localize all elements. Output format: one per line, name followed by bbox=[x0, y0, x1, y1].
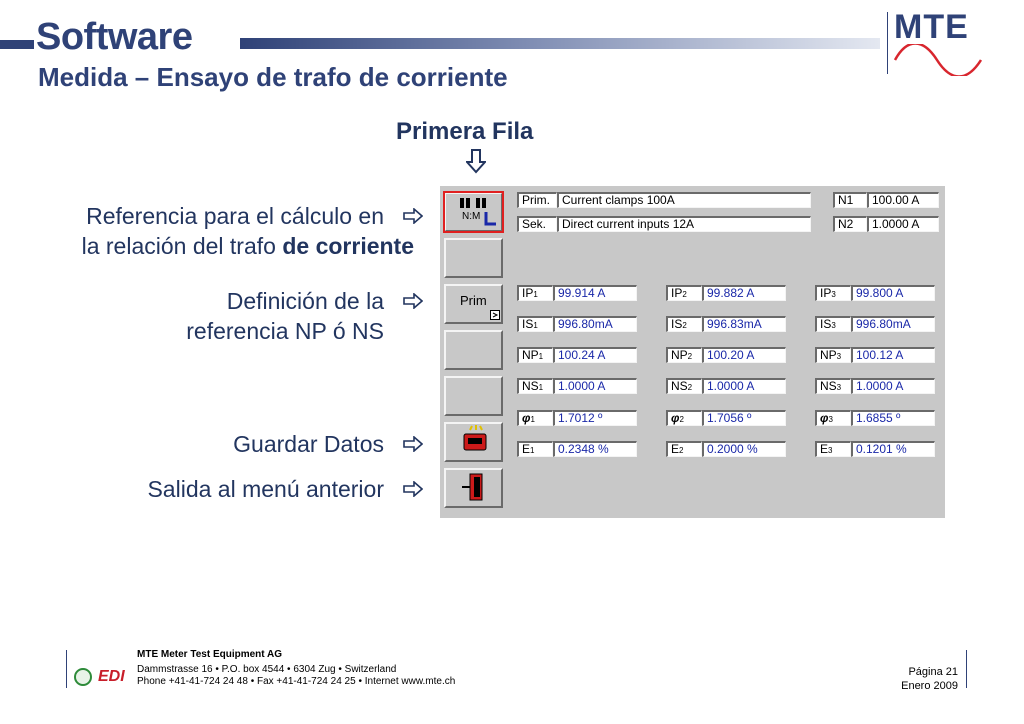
sek-label-cell: Sek. bbox=[517, 216, 557, 232]
measure-value-cell: 0.1201 % bbox=[851, 441, 935, 457]
measure-subscript: 1 bbox=[538, 352, 544, 361]
logo-divider bbox=[887, 12, 888, 74]
measure-value-cell: 1.0000 A bbox=[851, 378, 935, 394]
measure-key: IP bbox=[671, 286, 683, 300]
measure-label-cell bbox=[517, 410, 553, 426]
measure-key: φ bbox=[820, 411, 829, 425]
measure-label-cell bbox=[815, 410, 851, 426]
measure-key: E bbox=[522, 442, 531, 456]
measure-label-cell bbox=[815, 378, 851, 394]
measure-key: IS bbox=[820, 317, 832, 331]
empty-button-2[interactable] bbox=[444, 330, 503, 370]
footer-divider-left bbox=[66, 650, 67, 688]
measure-label-cell bbox=[517, 285, 553, 301]
measure-value-cell: 100.24 A bbox=[553, 347, 637, 363]
n2-label-cell: N2 bbox=[833, 216, 867, 232]
measure-subscript: 1 bbox=[538, 383, 544, 392]
measure-key: NS bbox=[671, 379, 688, 393]
measure-subscript: 2 bbox=[682, 290, 687, 299]
measure-label-cell bbox=[666, 347, 702, 363]
exit-door-icon bbox=[446, 470, 501, 506]
measure-key: NS bbox=[522, 379, 539, 393]
measure-value-cell: 1.7056 º bbox=[702, 410, 786, 426]
measure-subscript: 2 bbox=[679, 415, 684, 424]
page-info bbox=[901, 665, 958, 693]
n1-value-cell: 100.00 A bbox=[867, 192, 939, 208]
measure-subscript: 3 bbox=[831, 290, 836, 299]
empty-button-1[interactable] bbox=[444, 238, 503, 278]
measure-label-cell bbox=[666, 441, 702, 457]
measure-label-cell bbox=[517, 378, 553, 394]
svg-text:N:M: N:M bbox=[462, 211, 481, 222]
measure-subscript: 1 bbox=[530, 415, 535, 424]
measure-value-cell: 996.80mA bbox=[851, 316, 935, 332]
measure-key: NP bbox=[671, 348, 688, 362]
right-arrow-icon bbox=[403, 208, 423, 224]
measure-label-cell bbox=[517, 316, 553, 332]
measure-subscript: 3 bbox=[831, 321, 836, 330]
ref-label-line2 bbox=[82, 231, 414, 261]
measure-value-cell: 996.83mA bbox=[702, 316, 786, 332]
prim-button-label: Prim bbox=[460, 293, 487, 308]
measure-value-cell: 996.80mA bbox=[553, 316, 637, 332]
measure-value-cell: 1.0000 A bbox=[553, 378, 637, 394]
measure-label-cell bbox=[815, 285, 851, 301]
measure-subscript: 2 bbox=[682, 321, 687, 330]
measure-label-cell bbox=[517, 347, 553, 363]
header-bar-left bbox=[0, 40, 34, 49]
measure-subscript: 2 bbox=[687, 352, 693, 361]
def-label-line2: referencia NP ó NS bbox=[186, 318, 384, 344]
def-label-line1: Definición de la bbox=[226, 288, 384, 314]
prim-label-cell: Prim. bbox=[517, 192, 557, 208]
sine-wave-icon bbox=[893, 44, 983, 76]
page-number: Página 21 bbox=[908, 666, 958, 678]
measure-label-cell bbox=[815, 441, 851, 457]
guardar-label: Guardar Datos bbox=[233, 431, 384, 457]
measure-subscript: 3 bbox=[828, 415, 833, 424]
measure-key: IS bbox=[522, 317, 534, 331]
measure-key: E bbox=[820, 442, 829, 456]
measure-value-cell: 100.20 A bbox=[702, 347, 786, 363]
measure-value-cell: 1.0000 A bbox=[702, 378, 786, 394]
measure-subscript: 2 bbox=[679, 446, 684, 455]
measure-label-cell bbox=[666, 316, 702, 332]
measure-key: E bbox=[671, 442, 680, 456]
prim-value-cell: Current clamps 100A bbox=[557, 192, 811, 208]
footer-divider-right bbox=[966, 650, 967, 688]
ref-label-line1: Referencia para el cálculo en bbox=[86, 203, 384, 229]
right-arrow-icon bbox=[403, 293, 423, 309]
measure-key: φ bbox=[671, 411, 680, 425]
phone-line: Phone +41-41-724 24 48 • Fax +41-41-724 24 25 • Internet www.mte.ch bbox=[137, 676, 456, 687]
instrument-screen bbox=[440, 186, 945, 518]
measure-key: NP bbox=[522, 348, 539, 362]
right-arrow-icon bbox=[403, 436, 423, 452]
measure-value-cell: 99.800 A bbox=[851, 285, 935, 301]
salida-label: Salida al menú anterior bbox=[147, 476, 384, 502]
n2-value-cell: 1.0000 A bbox=[867, 216, 939, 232]
dropdown-small-icon bbox=[490, 310, 500, 320]
prim-button[interactable] bbox=[444, 284, 503, 324]
measure-value-cell: 99.914 A bbox=[553, 285, 637, 301]
nm-ratio-icon bbox=[446, 194, 501, 230]
ratio-button[interactable] bbox=[444, 192, 503, 232]
primera-fila-label: Primera Fila bbox=[396, 118, 534, 145]
measure-subscript: 3 bbox=[836, 383, 842, 392]
measure-value-cell: 100.12 A bbox=[851, 347, 935, 363]
sek-value-cell: Direct current inputs 12A bbox=[557, 216, 811, 232]
address-line: Dammstrasse 16 • P.O. box 4544 • 6304 Zug • Switzerland bbox=[137, 664, 397, 675]
measure-subscript: 3 bbox=[836, 352, 842, 361]
measure-key: NP bbox=[820, 348, 837, 362]
edi-logo: EDI bbox=[98, 668, 125, 685]
measure-label-cell bbox=[666, 410, 702, 426]
measure-value-cell: 0.2000 % bbox=[702, 441, 786, 457]
measure-subscript: 1 bbox=[530, 446, 535, 455]
down-arrow-icon bbox=[466, 148, 486, 174]
exit-button[interactable] bbox=[444, 468, 503, 508]
ref-label-bold: de corriente bbox=[282, 233, 414, 259]
measure-key: φ bbox=[522, 411, 531, 425]
measure-subscript: 3 bbox=[828, 446, 833, 455]
page-date: Enero 2009 bbox=[901, 680, 958, 692]
n1-label-cell: N1 bbox=[833, 192, 867, 208]
measure-subscript: 1 bbox=[533, 290, 538, 299]
measure-key: IP bbox=[820, 286, 832, 300]
measure-label-cell bbox=[517, 441, 553, 457]
company-name: MTE Meter Test Equipment AG bbox=[137, 649, 283, 660]
measure-label-cell bbox=[815, 316, 851, 332]
slide-subtitle: Medida – Ensayo de trafo de corriente bbox=[38, 62, 508, 92]
measure-label-cell bbox=[666, 378, 702, 394]
company-address bbox=[137, 664, 455, 688]
slide-title: Software bbox=[36, 16, 193, 58]
edi-emblem-icon bbox=[74, 668, 92, 686]
header-bar-right bbox=[240, 38, 880, 49]
mte-logo: MTE bbox=[894, 8, 969, 46]
ref-label-plain: la relación del trafo bbox=[81, 233, 283, 259]
save-button[interactable] bbox=[444, 422, 503, 462]
camera-save-icon bbox=[446, 424, 501, 460]
measure-subscript: 1 bbox=[533, 321, 538, 330]
measure-value-cell: 0.2348 % bbox=[553, 441, 637, 457]
measure-value-cell: 1.6855 º bbox=[851, 410, 935, 426]
empty-button-3[interactable] bbox=[444, 376, 503, 416]
right-arrow-icon bbox=[403, 481, 423, 497]
measure-subscript: 2 bbox=[687, 383, 693, 392]
measure-key: IP bbox=[522, 286, 534, 300]
measure-value-cell: 1.7012 º bbox=[553, 410, 637, 426]
measure-label-cell bbox=[666, 285, 702, 301]
measure-key: IS bbox=[671, 317, 683, 331]
measure-key: NS bbox=[820, 379, 837, 393]
measure-value-cell: 99.882 A bbox=[702, 285, 786, 301]
measure-label-cell bbox=[815, 347, 851, 363]
